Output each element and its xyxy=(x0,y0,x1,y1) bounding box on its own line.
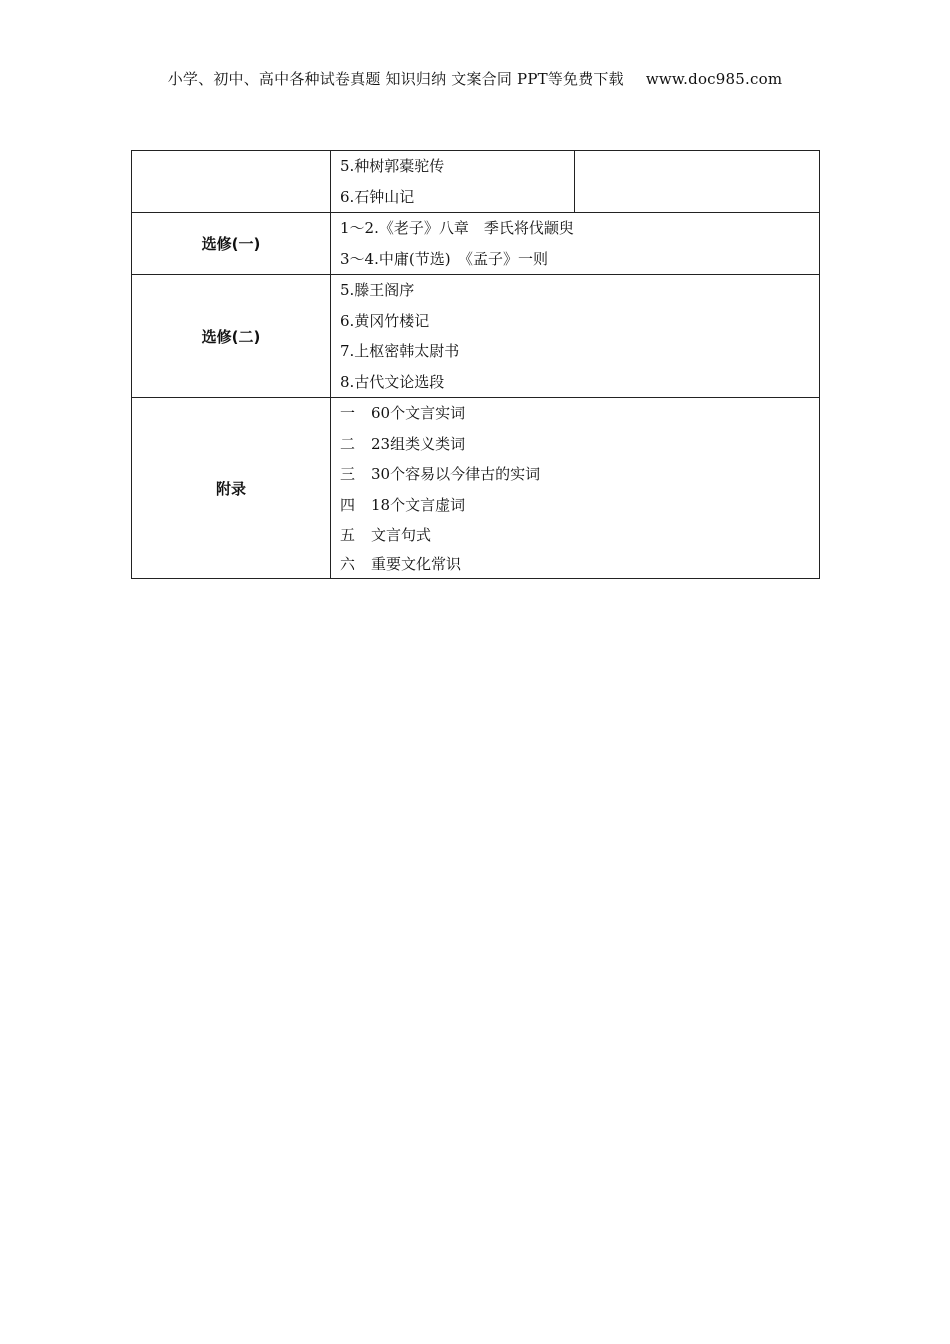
list-item: 7.上枢密韩太尉书 xyxy=(340,342,460,360)
list-item xyxy=(340,429,819,460)
list-item: 1～2.《老子》八章 季氏将伐颛臾 xyxy=(340,219,574,237)
row-label: 选修(二) xyxy=(132,275,331,398)
header-text: 小学、初中、高中各种试卷真题 知识归纳 文案合同 PPT等免费下载 xyxy=(167,70,624,88)
list-item xyxy=(340,551,819,578)
list-item: 3～4.中庸(节选) 《孟子》一则 xyxy=(340,249,549,268)
row-label: 选修(一) xyxy=(132,213,331,275)
empty-cell xyxy=(575,151,820,213)
list-item: 5.滕王阁序 xyxy=(340,281,415,299)
list-item xyxy=(340,520,819,551)
list-item: 5.种树郭橐驼传 xyxy=(340,157,445,175)
contents-table xyxy=(131,150,820,579)
row-items xyxy=(331,398,820,579)
item-number: 六 xyxy=(340,554,356,573)
row-label xyxy=(132,151,331,213)
item-number: 四 xyxy=(340,495,356,514)
header-url: www.doc985.com xyxy=(645,70,783,88)
item-text: 文言句式 xyxy=(371,526,432,544)
list-item: 6.石钟山记 xyxy=(340,187,415,206)
item-number: 一 xyxy=(340,404,356,422)
list-item xyxy=(340,398,819,429)
item-text: 重要文化常识 xyxy=(371,554,462,573)
item-number: 五 xyxy=(340,526,356,544)
table-row xyxy=(132,151,820,213)
table-row xyxy=(132,398,820,579)
page-header xyxy=(0,68,950,89)
list-item xyxy=(340,490,819,521)
row-label: 附录 xyxy=(132,398,331,579)
list-item: 8.古代文论选段 xyxy=(340,372,445,391)
list-item xyxy=(340,459,819,490)
item-text: 18个文言虚词 xyxy=(371,495,466,514)
row-items xyxy=(331,151,575,213)
row-items xyxy=(331,213,820,275)
item-text: 23组类义类词 xyxy=(371,434,466,453)
item-number: 三 xyxy=(340,465,356,483)
item-text: 30个容易以今律古的实词 xyxy=(371,465,541,483)
row-items xyxy=(331,275,820,398)
item-number: 二 xyxy=(340,434,356,453)
table-row xyxy=(132,275,820,398)
list-item: 6.黄冈竹楼记 xyxy=(340,311,430,330)
item-text: 60个文言实词 xyxy=(371,404,466,422)
table-row xyxy=(132,213,820,275)
